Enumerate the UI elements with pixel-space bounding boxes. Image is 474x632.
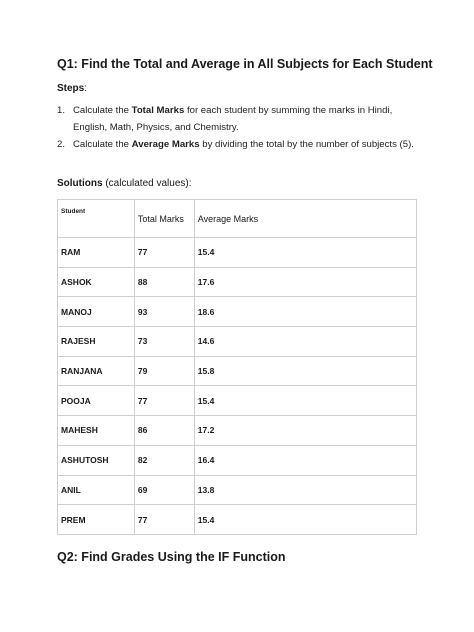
table-row xyxy=(58,505,417,535)
table-header-row xyxy=(58,200,417,238)
cell-total: 79 xyxy=(134,356,194,386)
cell-total: 69 xyxy=(134,475,194,505)
table-row xyxy=(58,416,417,446)
step-text-after: for each student by summing the marks in Hindi, English, Math, Physics, and Chemistry. xyxy=(73,105,393,133)
cell-student: MANOJ xyxy=(58,297,135,327)
cell-student: RAJESH xyxy=(58,327,135,357)
cell-student: ASHOK xyxy=(58,267,135,297)
step-text-before: Calculate the xyxy=(73,105,132,116)
step-number: 1. xyxy=(57,105,66,116)
cell-average: 17.6 xyxy=(194,267,416,297)
cell-student: ASHUTOSH xyxy=(58,445,135,475)
cell-total: 77 xyxy=(134,505,194,535)
header-student: Student xyxy=(58,200,135,238)
cell-average: 16.4 xyxy=(194,445,416,475)
cell-average: 14.6 xyxy=(194,327,416,357)
table-row xyxy=(58,297,417,327)
cell-average: 15.4 xyxy=(194,386,416,416)
cell-total: 77 xyxy=(134,386,194,416)
cell-student: ANIL xyxy=(58,475,135,505)
cell-student: RAM xyxy=(58,238,135,268)
cell-total: 82 xyxy=(134,445,194,475)
steps-label-colon: : xyxy=(84,83,88,94)
cell-average: 15.4 xyxy=(194,238,416,268)
solutions-label-bold: Solutions xyxy=(57,178,103,189)
marks-table xyxy=(57,199,417,535)
header-average-marks: Average Marks xyxy=(194,200,416,238)
table-row xyxy=(58,386,417,416)
cell-student: MAHESH xyxy=(58,416,135,446)
table-row xyxy=(58,327,417,357)
cell-average: 18.6 xyxy=(194,297,416,327)
step-text xyxy=(73,103,427,136)
solutions-label-note: (calculated values): xyxy=(102,178,192,189)
q2-heading: Q2: Find Grades Using the IF Function xyxy=(57,550,286,564)
table-row xyxy=(58,475,417,505)
step-item-1 xyxy=(57,103,427,136)
steps-label-text: Steps xyxy=(57,83,85,94)
cell-average: 13.8 xyxy=(194,475,416,505)
step-text-bold: Average Marks xyxy=(131,139,200,150)
cell-total: 93 xyxy=(134,297,194,327)
cell-total: 77 xyxy=(134,238,194,268)
cell-total: 86 xyxy=(134,416,194,446)
cell-total: 88 xyxy=(134,267,194,297)
cell-student: PREM xyxy=(58,505,135,535)
step-text xyxy=(73,137,427,154)
cell-average: 17.2 xyxy=(194,416,416,446)
cell-average: 15.8 xyxy=(194,356,416,386)
step-text-before: Calculate the xyxy=(73,139,132,150)
step-text-bold: Total Marks xyxy=(131,105,185,116)
solutions-label xyxy=(57,178,192,189)
cell-total: 73 xyxy=(134,327,194,357)
cell-student: POOJA xyxy=(58,386,135,416)
cell-average: 15.4 xyxy=(194,505,416,535)
table-row xyxy=(58,445,417,475)
table-row xyxy=(58,267,417,297)
step-number: 2. xyxy=(57,139,66,150)
q1-heading: Q1: Find the Total and Average in All Subjects for Each Student xyxy=(57,57,433,71)
cell-student: RANJANA xyxy=(58,356,135,386)
step-item-2 xyxy=(57,137,427,154)
step-text-after: by dividing the total by the number of subjects (5). xyxy=(199,139,414,150)
table-row xyxy=(58,238,417,268)
steps-label xyxy=(57,83,87,94)
table-row xyxy=(58,356,417,386)
header-total-marks: Total Marks xyxy=(134,200,194,238)
